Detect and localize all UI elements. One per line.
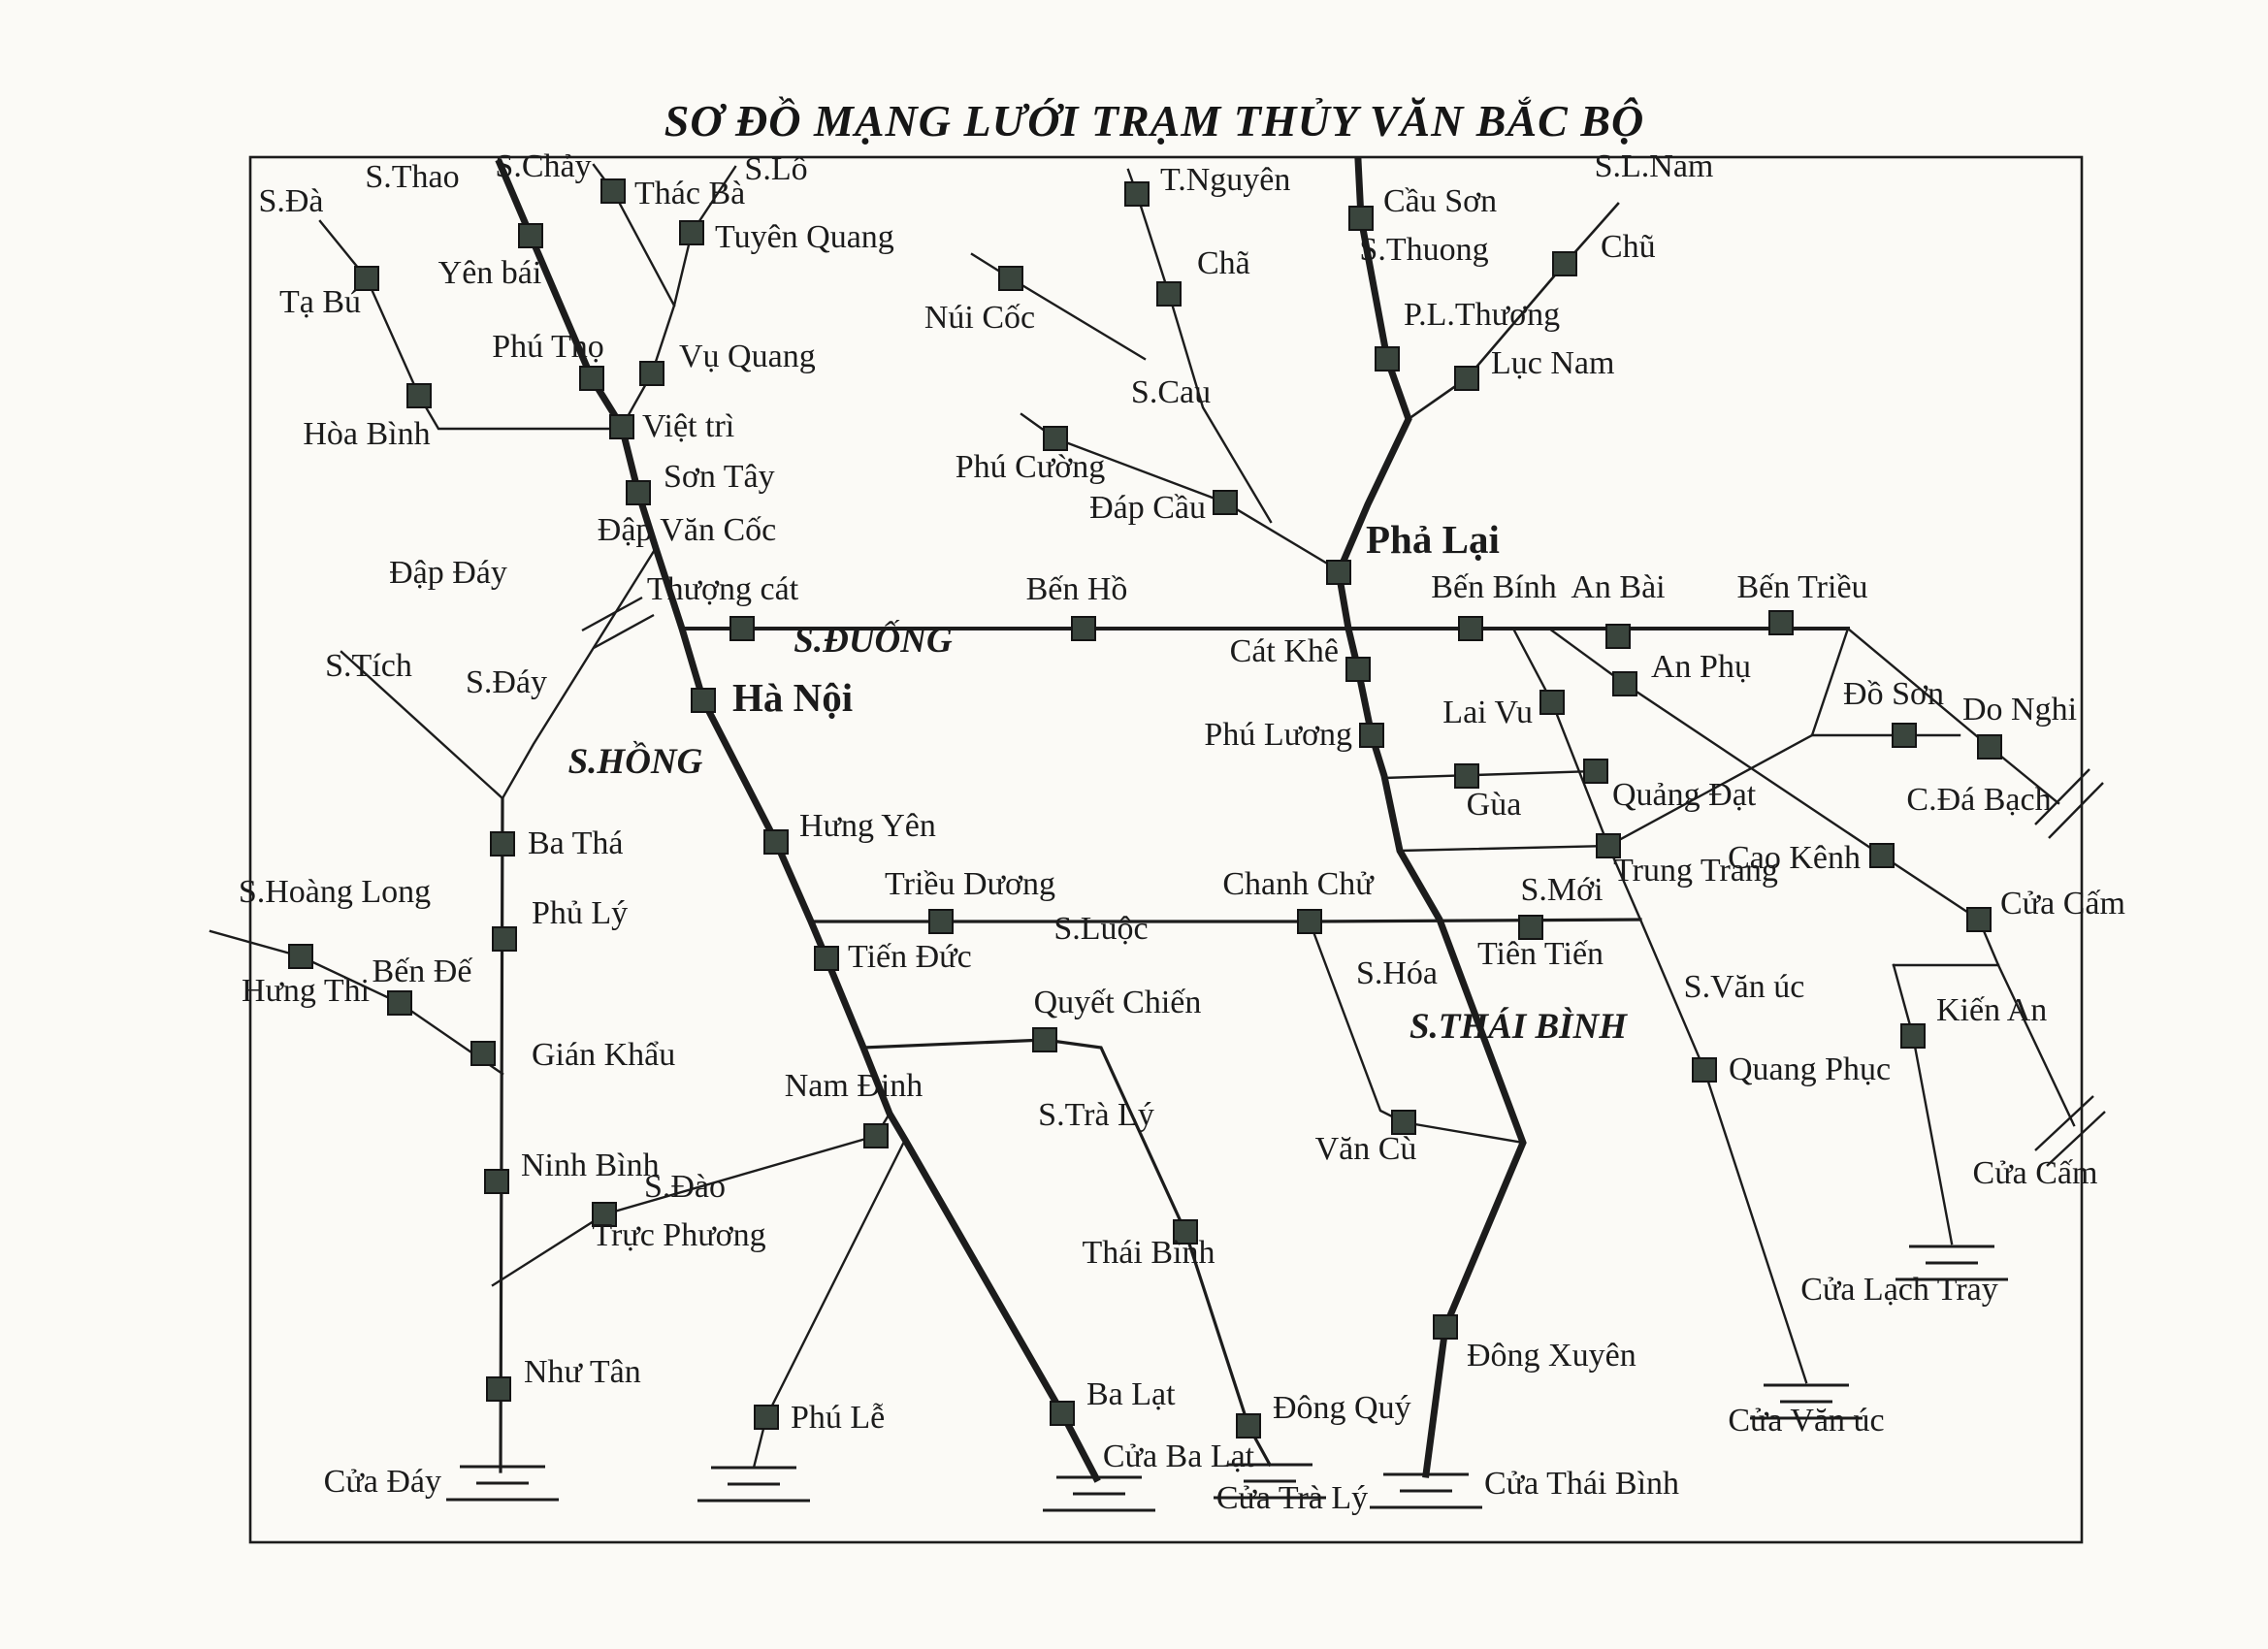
river-line-song-van-uc xyxy=(1608,846,1806,1382)
river-label-cua-cam-mouth: Cửa Cấm xyxy=(1972,1155,2098,1191)
station-do-son xyxy=(1893,724,1916,747)
station-kien-an xyxy=(1901,1024,1925,1048)
station-label-quang-phuc: Quang Phục xyxy=(1729,1051,1892,1087)
station-nhu-tan xyxy=(487,1377,510,1401)
station-label-ben-ho: Bến Hồ xyxy=(1025,571,1128,607)
river-label-s-thuong: S.Thuong xyxy=(1359,232,1489,268)
station-phu-ly xyxy=(493,927,516,951)
station-label-gian-khau: Gián Khẩu xyxy=(532,1037,676,1073)
station-vu-quang xyxy=(640,362,664,385)
station-nui-coc xyxy=(999,267,1022,290)
river-label-s-van-uc: S.Văn úc xyxy=(1683,969,1805,1005)
station-viet-tri xyxy=(610,415,633,438)
station-phu-luong xyxy=(1360,724,1383,747)
station-label-vu-quang: Vụ Quang xyxy=(679,339,816,374)
station-do-nghi xyxy=(1978,735,2001,759)
cua-day-label: Cửa Đáy xyxy=(323,1464,441,1500)
station-label-dap-cau: Đáp Cầu xyxy=(1089,490,1206,526)
station-phu-le xyxy=(755,1406,778,1429)
station-label-t-nguyen: T.Nguyên xyxy=(1160,162,1291,198)
river-label-c-da-bach: C.Đá Bạch xyxy=(1906,782,2052,818)
river-label-s-cau: S.Cau xyxy=(1130,374,1212,410)
station-label-ba-tha: Ba Thá xyxy=(528,825,624,861)
station-label-son-tay: Sơn Tây xyxy=(664,459,775,495)
cua-lach-tray-label: Cửa Lạch Tray xyxy=(1800,1272,1998,1308)
station-label-phu-le: Phú Lễ xyxy=(791,1400,886,1436)
station-label-quang-dat: Quảng Đạt xyxy=(1612,777,1757,813)
station-ninh-binh xyxy=(485,1170,508,1193)
river-label-s-luoc: S.Luộc xyxy=(1053,911,1149,947)
river-label-s-tich: S.Tích xyxy=(325,648,412,684)
station-label-tien-duc: Tiến Đức xyxy=(848,939,972,975)
station-phu-cuong xyxy=(1044,427,1067,450)
station-label-an-bai: An Bài xyxy=(1571,569,1666,605)
station-pl-thuong xyxy=(1376,347,1399,371)
station-label-trieu-duong: Triều Dương xyxy=(885,866,1055,902)
station-gua xyxy=(1455,764,1478,788)
station-label-luc-nam: Lục Nam xyxy=(1491,345,1615,381)
station-an-bai xyxy=(1606,625,1630,648)
station-label-trung-trang: Trung Trang xyxy=(1613,853,1778,889)
station-label-gua: Gùa xyxy=(1466,787,1522,823)
station-label-thac-ba: Thác Bà xyxy=(634,176,746,211)
station-hung-yen xyxy=(764,830,788,854)
station-label-hung-yen: Hưng Yên xyxy=(799,808,936,844)
station-tien-duc xyxy=(815,947,838,970)
river-label-s-duong: S.ĐUỐNG xyxy=(794,621,953,661)
river-label-s-hoa: S.Hóa xyxy=(1355,955,1439,991)
station-cha xyxy=(1157,282,1181,306)
station-ben-trieu xyxy=(1769,611,1793,634)
station-label-cao-kenh: Cao Kênh xyxy=(1728,840,1861,876)
station-label-dong-xuyen: Đông Xuyên xyxy=(1467,1338,1636,1374)
station-label-ben-de: Bến Đế xyxy=(372,954,472,989)
station-label-pha-lai: Phả Lại xyxy=(1366,517,1500,562)
station-chu xyxy=(1553,252,1576,275)
station-yen-bai xyxy=(519,224,542,247)
station-cau-son xyxy=(1349,207,1373,230)
station-label-nui-coc: Núi Cốc xyxy=(923,300,1036,336)
station-chanh-chu xyxy=(1298,910,1321,933)
station-label-van-cu: Văn Cù xyxy=(1314,1131,1417,1167)
station-label-cat-khe: Cát Khê xyxy=(1229,633,1339,669)
station-label-do-son: Đồ Sơn xyxy=(1843,676,1944,712)
station-thac-ba xyxy=(601,179,625,203)
station-hoa-binh xyxy=(407,384,431,407)
station-label-an-phu: An Phụ xyxy=(1651,649,1751,685)
river-line-song-day xyxy=(501,798,502,1471)
station-label-phu-tho: Phú Thọ xyxy=(492,329,604,365)
station-label-ba-lat: Ba Lạt xyxy=(1086,1376,1176,1412)
station-label-quyet-chien: Quyết Chiến xyxy=(1033,985,1202,1020)
station-ba-lat xyxy=(1051,1402,1074,1425)
river-label-s-hong: S.HỒNG xyxy=(567,742,703,782)
station-quang-dat xyxy=(1584,760,1607,783)
station-label-chanh-chu: Chanh Chử xyxy=(1222,866,1374,902)
river-line-song-cau xyxy=(1128,170,1271,522)
station-label-pl-thuong: P.L.Thương xyxy=(1404,297,1561,333)
station-hung-thi xyxy=(289,945,312,968)
cua-ba-lat-label: Cửa Ba Lạt xyxy=(1102,1439,1255,1474)
station-dong-quy xyxy=(1237,1414,1260,1438)
station-luc-nam xyxy=(1455,367,1478,390)
river-label-s-lo: S.Lô xyxy=(744,151,808,187)
station-cua-cam-st xyxy=(1967,908,1991,931)
river-line-trung-trang-channel xyxy=(1400,846,1608,851)
station-label-chu: Chũ xyxy=(1601,229,1656,265)
station-son-tay xyxy=(627,481,650,504)
river-label-s-hoang-long: S.Hoàng Long xyxy=(238,874,432,910)
cua-thai-binh-label: Cửa Thái Bình xyxy=(1484,1466,1680,1502)
station-label-cha: Chã xyxy=(1197,245,1250,281)
river-label-dap-day: Đập Đáy xyxy=(389,555,507,591)
station-label-thuong-cat: Thượng cát xyxy=(646,571,799,607)
station-thuong-cat xyxy=(730,617,754,640)
station-label-lai-vu: Lai Vu xyxy=(1442,695,1533,730)
station-tuyen-quang xyxy=(680,221,703,244)
station-nam-dinh xyxy=(864,1124,888,1148)
station-label-phu-luong: Phú Lương xyxy=(1204,717,1352,753)
river-label-s-tra-ly: S.Trà Lý xyxy=(1038,1097,1154,1133)
station-ben-de xyxy=(388,991,411,1015)
station-label-dong-quy: Đông Quý xyxy=(1273,1390,1411,1426)
river-label-s-l-nam: S.L.Nam xyxy=(1594,148,1714,184)
cua-van-uc-label: Cửa Văn úc xyxy=(1728,1403,1885,1439)
station-ben-binh xyxy=(1459,617,1482,640)
station-ha-noi xyxy=(692,689,715,712)
station-label-tuyen-quang: Tuyên Quang xyxy=(715,219,894,255)
station-lai-vu xyxy=(1540,691,1564,714)
station-label-nhu-tan: Như Tân xyxy=(524,1354,641,1390)
diagram-title: SƠ ĐỒ MẠNG LƯỚI TRẠM THỦY VĂN BẮC BỘ xyxy=(664,96,1645,146)
station-dong-xuyen xyxy=(1434,1315,1457,1339)
station-label-ta-bu: Tạ Bú xyxy=(278,284,362,320)
station-label-ben-trieu: Bến Triều xyxy=(1736,569,1868,605)
river-label-s-da: S.Đà xyxy=(258,183,324,219)
station-label-tien-tien: Tiên Tiến xyxy=(1476,936,1604,972)
station-label-cau-son: Cầu Sơn xyxy=(1383,183,1498,219)
station-cao-kenh xyxy=(1870,844,1894,867)
station-pha-lai xyxy=(1327,561,1350,584)
station-gian-khau xyxy=(471,1042,495,1065)
station-t-nguyen xyxy=(1125,182,1149,206)
station-label-ha-noi: Hà Nội xyxy=(732,675,854,720)
station-label-phu-ly: Phủ Lý xyxy=(532,895,629,931)
river-label-s-day: S.Đáy xyxy=(465,664,548,700)
station-an-phu xyxy=(1613,672,1636,695)
river-label-s-dao: S.Đào xyxy=(643,1169,727,1205)
station-quang-phuc xyxy=(1693,1058,1716,1082)
station-label-hoa-binh: Hòa Bình xyxy=(303,416,431,452)
station-label-cua-cam-st: Cửa Cấm xyxy=(2000,886,2125,922)
da-bach-slash-mark-1 xyxy=(2049,783,2103,838)
station-ben-ho xyxy=(1072,617,1095,640)
station-label-ninh-binh: Ninh Bình xyxy=(521,1148,660,1183)
station-trieu-duong xyxy=(929,910,953,933)
station-label-yen-bai: Yên bái xyxy=(437,255,542,291)
station-label-viet-tri: Việt trì xyxy=(642,408,735,444)
station-label-nam-dinh: Nam Định xyxy=(784,1068,923,1104)
river-label-s-thao: S.Thao xyxy=(365,159,460,195)
station-ba-tha xyxy=(491,832,514,856)
river-line-song-da xyxy=(320,221,622,429)
station-phu-tho xyxy=(580,367,603,390)
station-label-do-nghi: Do Nghi xyxy=(1961,692,2078,728)
cua-tra-ly-label: Cửa Trà Lý xyxy=(1215,1480,1369,1516)
station-label-thai-binh: Thái Bình xyxy=(1082,1235,1215,1271)
station-label-ben-binh: Bến Bính xyxy=(1431,569,1557,605)
station-label-phu-cuong: Phú Cường xyxy=(955,449,1106,485)
river-label-dap-van-coc: Đập Văn Cốc xyxy=(597,512,777,548)
station-label-truc-phuong: Trực Phương xyxy=(592,1217,766,1253)
station-dap-cau xyxy=(1214,491,1237,514)
river-label-s-moi: S.Mới xyxy=(1520,872,1604,908)
station-cat-khe xyxy=(1346,658,1370,681)
station-label-hung-thi: Hưng Thi xyxy=(241,973,371,1009)
river-line-song-gua xyxy=(1384,771,1596,778)
river-label-s-chay: S.Chảy xyxy=(495,148,592,184)
station-quyet-chien xyxy=(1033,1028,1056,1051)
river-label-s-thai-binh: S.THÁI BÌNH xyxy=(1409,1007,1628,1047)
station-label-kien-an: Kiến An xyxy=(1936,992,2048,1028)
